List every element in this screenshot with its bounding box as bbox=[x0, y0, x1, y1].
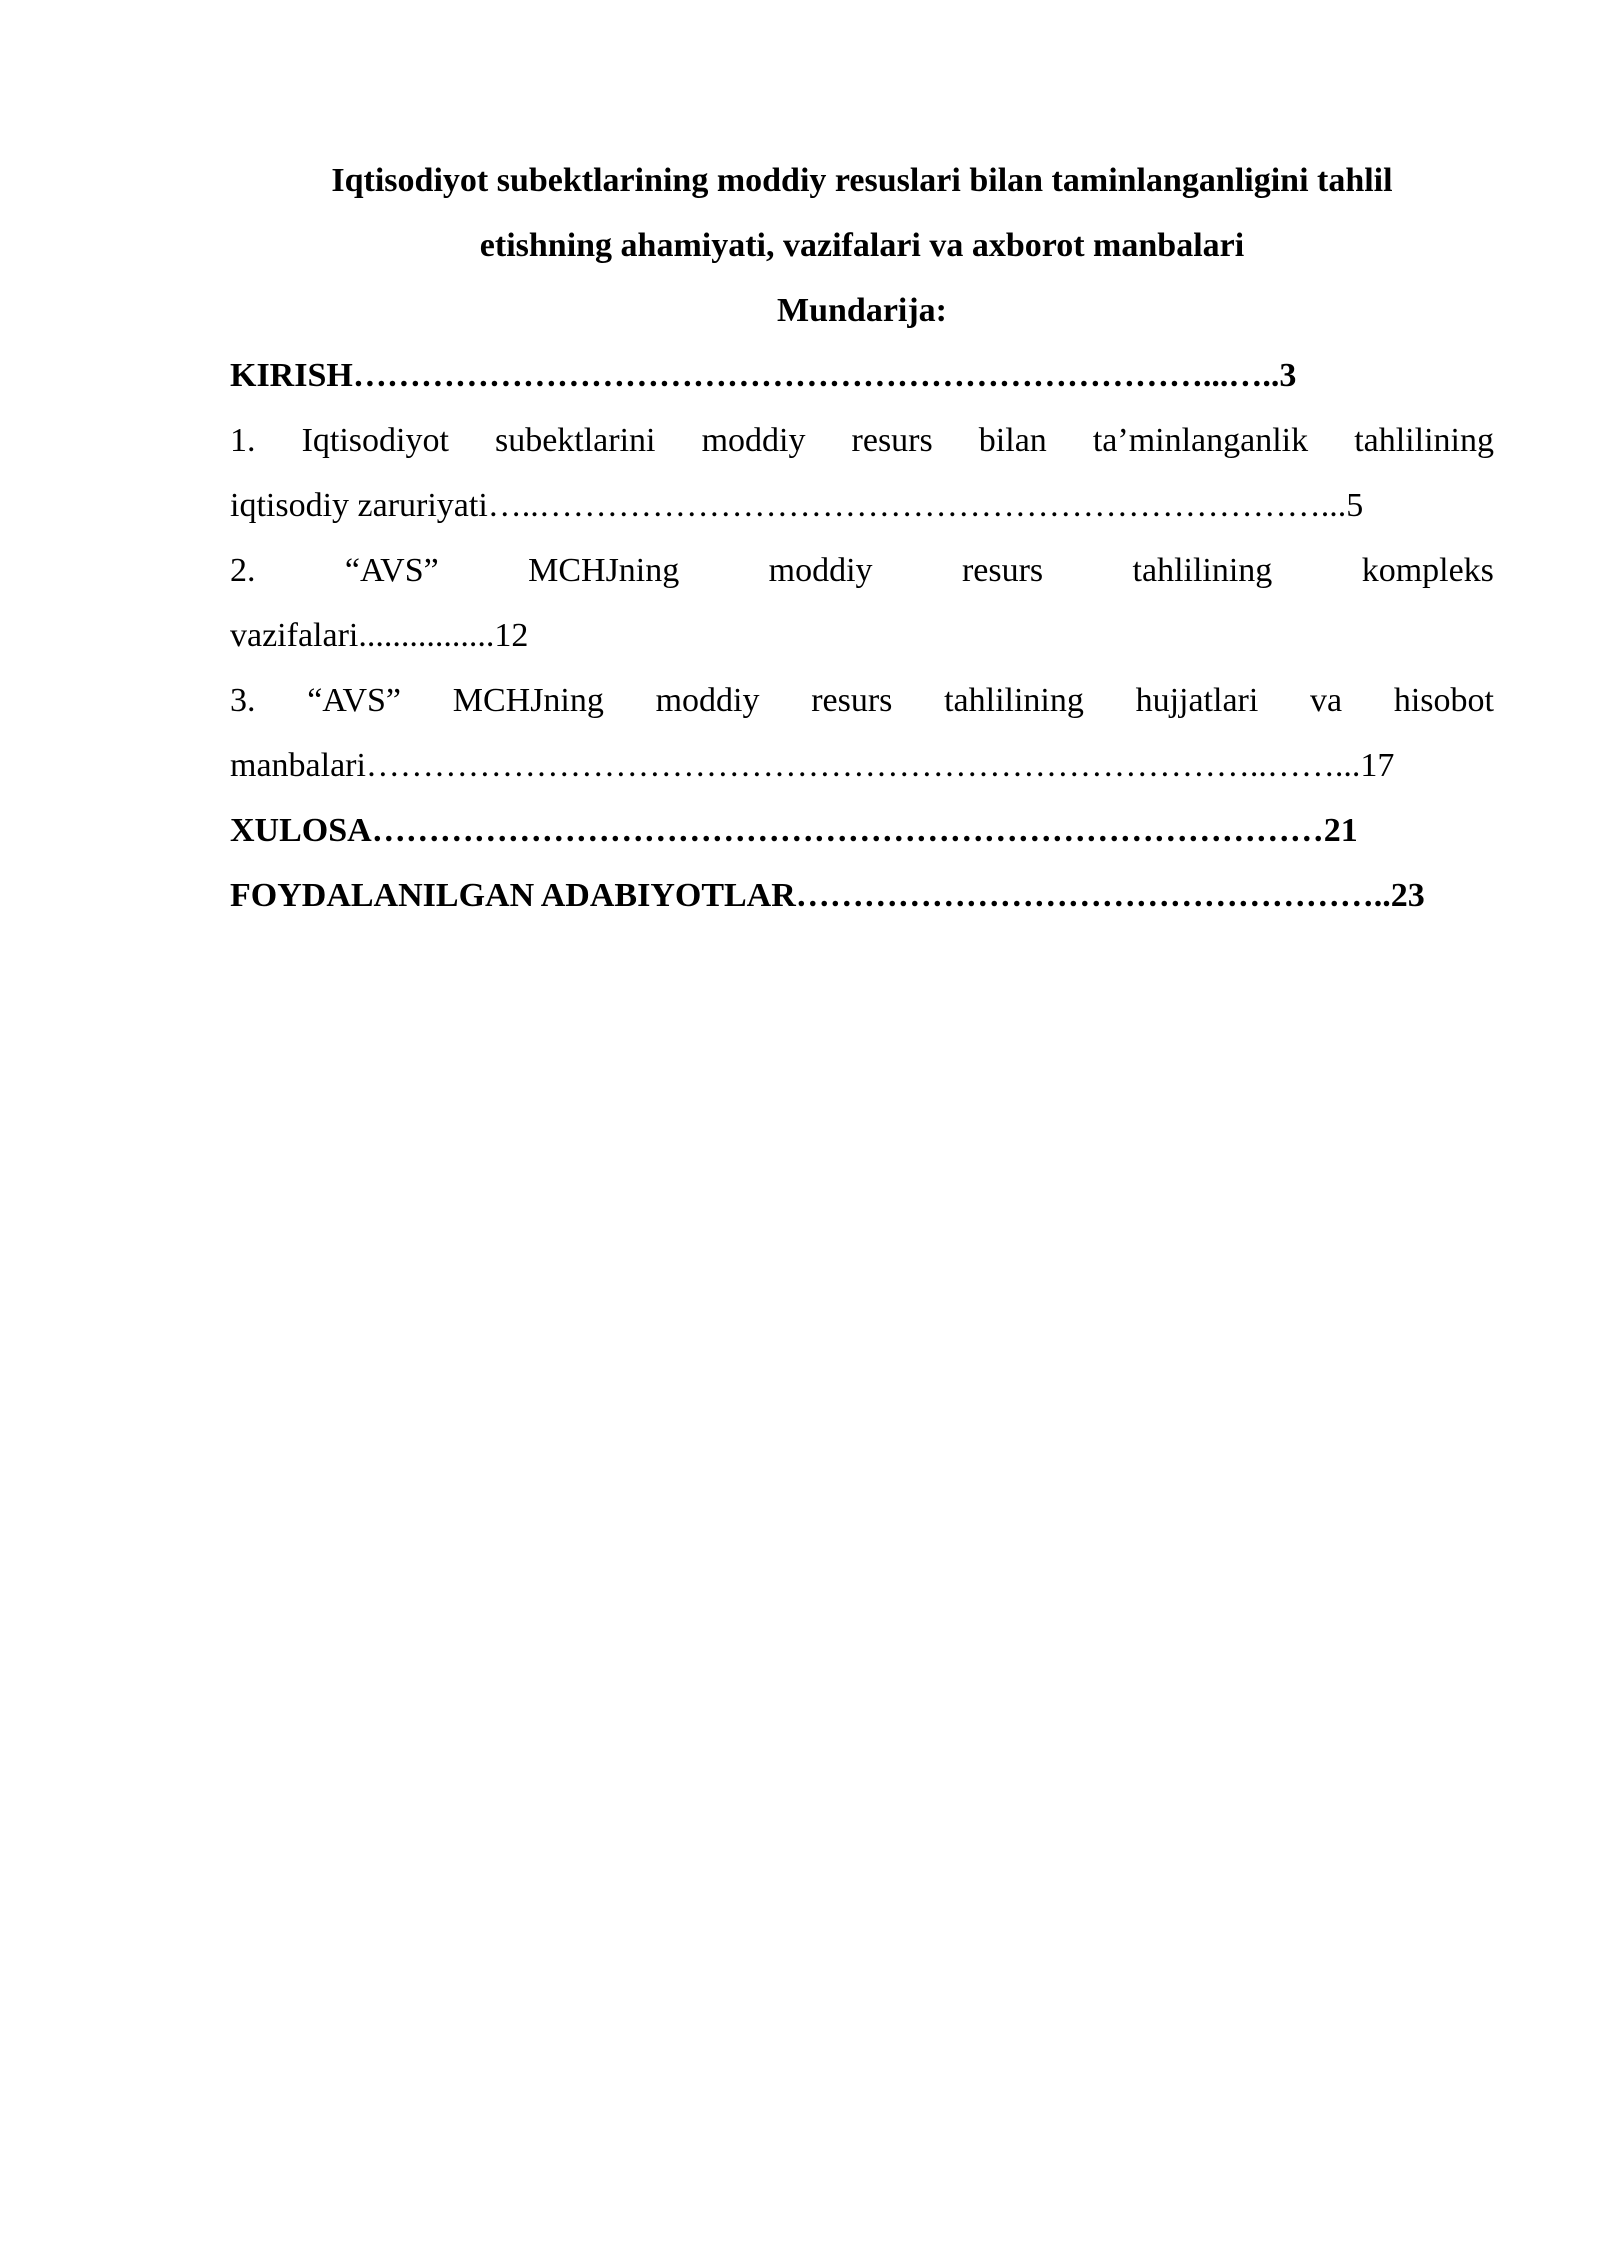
toc-entry-3-number: 3. bbox=[230, 682, 256, 719]
toc-entry-2-word: resurs bbox=[961, 552, 1044, 589]
toc-entry-2-line-2: vazifalari................12 bbox=[230, 617, 529, 654]
toc-heading: Mundarija: bbox=[777, 292, 947, 329]
toc-entry-kirish: KIRISH…………………………………………………………………...…..3 bbox=[230, 357, 1297, 394]
toc-entry-3-line-2: manbalari……………………………………………………………………..……...17 bbox=[230, 747, 1395, 784]
toc-entry-3-word: “AVS” bbox=[307, 682, 402, 719]
toc-entry-1-word: Iqtisodiyot bbox=[301, 422, 449, 459]
toc-entry-3-word: MCHJning bbox=[452, 682, 604, 719]
document-title-line-2: etishning ahamiyati, vazifalari va axborot manbalari bbox=[479, 227, 1245, 264]
toc-entry-1-word: tahlilining bbox=[1354, 422, 1494, 459]
toc-entry-2-word: tahlilining bbox=[1132, 552, 1273, 589]
toc-entry-3-line-1 bbox=[230, 668, 1494, 733]
toc-entry-1-word: resurs bbox=[851, 422, 933, 459]
toc-entry-1-number: 1. bbox=[230, 422, 256, 459]
toc-entry-1-word: moddiy bbox=[701, 422, 806, 459]
toc-entry-1-word: subektlarini bbox=[494, 422, 656, 459]
toc-entry-3-word: tahlilining bbox=[944, 682, 1084, 719]
document-title-line-1: Iqtisodiyot subektlarining moddiy resuslari bilan taminlanganligini tahlil bbox=[331, 162, 1393, 199]
toc-entry-3-word: va bbox=[1310, 682, 1343, 719]
toc-entry-2-word: moddiy bbox=[768, 552, 873, 589]
toc-entry-adabiyotlar: FOYDALANILGAN ADABIYOTLAR……………………………………………..23 bbox=[230, 877, 1425, 914]
toc-entry-1-line-1 bbox=[230, 408, 1494, 473]
page-content bbox=[230, 148, 1494, 928]
toc-entry-3-word: hujjatlari bbox=[1135, 682, 1259, 719]
toc-entry-3-word: moddiy bbox=[655, 682, 760, 719]
toc-entry-2-number: 2. bbox=[230, 552, 256, 589]
toc-entry-3-word: hisobot bbox=[1393, 682, 1494, 719]
toc-entry-3-word: resurs bbox=[811, 682, 893, 719]
toc-entry-2-word: MCHJning bbox=[528, 552, 680, 589]
toc-entry-1-line-2: iqtisodiy zaruriyati…..……………………………………………………………...5 bbox=[230, 487, 1364, 524]
toc-entry-2-line-1 bbox=[230, 538, 1494, 603]
toc-entry-2-word: kompleks bbox=[1361, 552, 1494, 589]
toc-entry-xulosa: XULOSA…………………………………………………………………………21 bbox=[230, 812, 1358, 849]
toc-entry-1-word: bilan bbox=[978, 422, 1047, 459]
toc-entry-2-word: “AVS” bbox=[344, 552, 439, 589]
toc-entry-1-word: ta’minlanganlik bbox=[1092, 422, 1309, 459]
